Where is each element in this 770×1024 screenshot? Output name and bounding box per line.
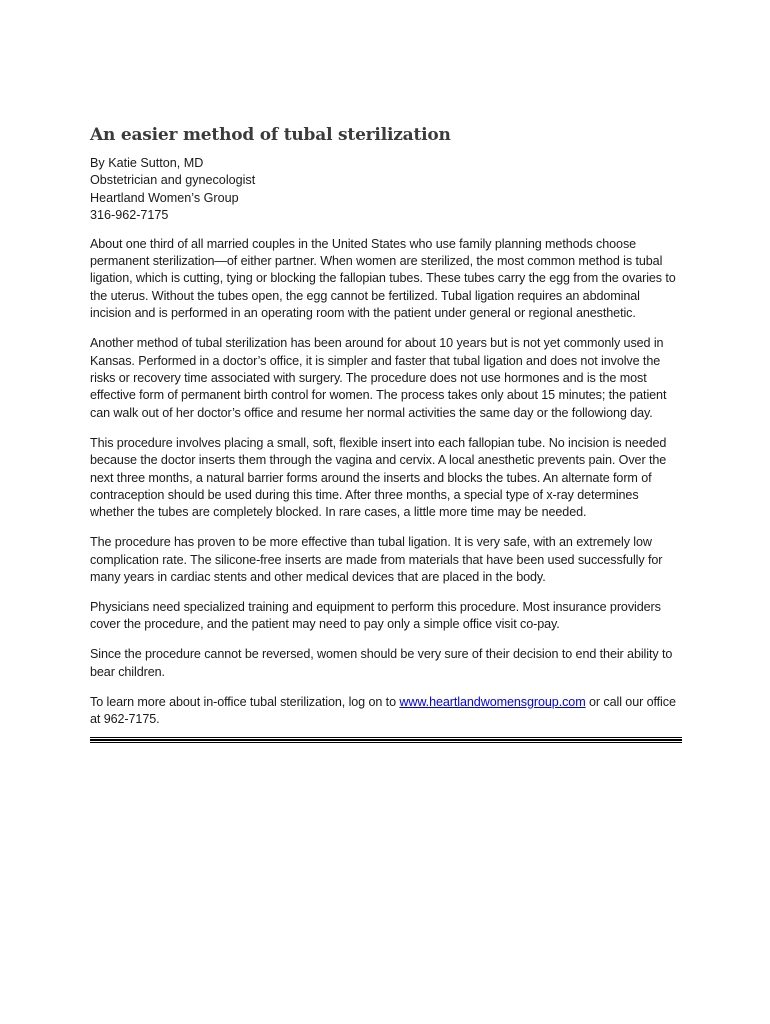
closing-text-after: or call our office at 962-7175. xyxy=(90,694,676,726)
paragraph-1: About one third of all married couples in the United States who use family planning methods choose permanent sterilization—of either partner. When women are sterilized, the most common method is tubal ligation, which is cutting, tying or blocking the fallopian tubes. These tubes carry the egg from the ovaries to the uterus. Without the tubes open, the egg cannot be fertilized. Tubal ligation requires an abdominal incision and is performed in an operating room with the patient under general or regional anesthetic. xyxy=(90,236,676,321)
article-title: An easier method of tubal sterilization xyxy=(90,125,451,145)
closing-text-before: To learn more about in-office tubal sterilization, log on to xyxy=(90,694,400,709)
paragraph-2: Another method of tubal sterilization has been around for about 10 years but is not yet commonly used in Kansas. Performed in a doctor’s office, it is simpler and faster that tubal ligation and does not involve the risks or recovery time associated with surgery. The procedure does not use hormones and is the most effective form of permanent birth control for women. The process takes only about 15 minutes; the patient can walk out of her doctor’s office and resume her normal activities the same day or the followiong day. xyxy=(90,336,667,420)
article xyxy=(90,124,682,743)
rule-thin-line-bottom xyxy=(90,742,682,743)
closing-paragraph xyxy=(90,694,682,729)
byline xyxy=(90,155,682,225)
double-rule-divider xyxy=(90,737,682,743)
paragraph-5: Physicians need specialized training and equipment to perform this procedure. Most insurance providers cover the procedure, and the patient may need to pay only a simple office visit co-pay. xyxy=(90,599,661,632)
paragraph-6: Since the procedure cannot be reversed, women should be very sure of their decision to end their ability to bear children. xyxy=(90,647,673,679)
website-link[interactable]: www.heartlandwomensgroup.com xyxy=(399,694,586,709)
author-phone: 316-962-7175 xyxy=(90,208,169,223)
author-name: By Katie Sutton, MD xyxy=(90,156,204,170)
author-title: Obstetrician and gynecologist xyxy=(90,173,256,188)
author-organization: Heartland Women’s Group xyxy=(90,190,239,205)
paragraph-4: The procedure has proven to be more effective than tubal ligation. It is very safe, with an extremely low complication rate. The silicone-free inserts are made from materials that have been used successfully for many years in cardiac stents and other medical devices that are placed in the body. xyxy=(90,535,663,585)
paragraph-3: This procedure involves placing a small, soft, flexible insert into each fallopian tube. No incision is needed because the doctor inserts them through the vagina and cervix. A local anesthetic prevents pain. Over the next three months, a natural barrier forms around the inserts and blocks the tubes. An alternate form of contraception should be used during this time. After three months, a special type of x-ray determines whether the tubes are completely blocked. In rare cases, a little more time may be needed. xyxy=(90,435,667,520)
